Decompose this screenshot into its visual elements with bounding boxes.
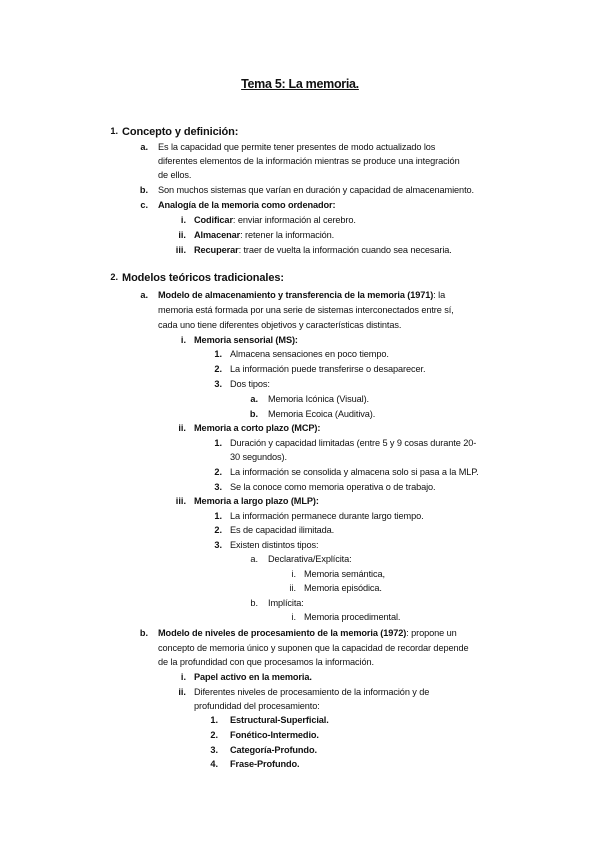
s2-b-ii-line-1: Diferentes niveles de procesamiento de la información y de	[194, 687, 430, 697]
level-4-marker: 4.	[210, 759, 218, 769]
level-1-marker: 1.	[210, 715, 218, 725]
term-almacenar: Almacenar	[194, 230, 241, 240]
def-codificar: : enviar información al cerebro.	[232, 215, 356, 225]
s2-a-marker: a.	[140, 290, 148, 300]
mlp-item-2-marker: 2.	[214, 525, 222, 535]
mcp-item-1-line-2: 30 segundos).	[230, 452, 287, 462]
mcp-item-1-line-1: Duración y capacidad limitadas (entre 5 y 9 cosas durante 20-	[230, 438, 477, 448]
declarativa-text: Declarativa/Explícita:	[268, 554, 352, 564]
decl-ii-marker: ii.	[289, 583, 296, 593]
ms-item-3-marker: 3.	[214, 379, 222, 389]
s2-a-text: : la	[433, 290, 446, 300]
mlp-item-1: La información permanece durante largo tiempo.	[230, 511, 424, 521]
ms-item-2: La información puede transferirse o desaparecer.	[230, 364, 426, 374]
declarativa-marker: a.	[250, 554, 258, 564]
s1-c-ii-marker: ii.	[178, 230, 186, 240]
ms-type-b: Memoria Ecoica (Auditiva).	[268, 409, 376, 419]
decl-i-text: Memoria semántica,	[304, 569, 385, 579]
section-2-number: 2.	[110, 272, 118, 282]
s2-a-line-2: memoria está formada por una serie de sistemas interconectados entre sí,	[158, 305, 454, 315]
ms-marker: i.	[180, 335, 186, 345]
s2-b-line-2: concepto de memoria único y suponen que la capacidad de recordar depende	[158, 643, 469, 653]
mcp-item-3: Se la conoce como memoria operativa o de trabajo.	[230, 482, 436, 492]
level-3-marker: 3.	[210, 745, 218, 755]
mlp-marker: iii.	[175, 496, 186, 506]
mlp-item-1-marker: 1.	[214, 511, 222, 521]
s1-c-heading: Analogía de la memoria como ordenador:	[158, 200, 336, 210]
implicita-marker: b.	[250, 598, 258, 608]
term-recuperar: Recuperar	[194, 245, 239, 255]
level-2-text: Fonético-Intermedio.	[230, 730, 319, 740]
ms-type-a-marker: a.	[250, 394, 258, 404]
s1-a-line-2: diferentes elementos de la información mientras se produce una integración	[158, 156, 460, 166]
mcp-item-2: La información se consolida y almacena solo si pasa a la MLP.	[230, 467, 479, 477]
page-title: Tema 5: La memoria.	[241, 77, 359, 91]
s2-b-i-marker: i.	[180, 672, 186, 682]
s1-b-text: Son muchos sistemas que varían en duración y capacidad de almacenamiento.	[158, 185, 474, 195]
mlp-item-2: Es de capacidad ilimitada.	[230, 525, 335, 535]
s1-c-iii-line	[194, 244, 452, 256]
s1-a-line-3: de ellos.	[158, 170, 192, 180]
s2-a-term: Modelo de almacenamiento y transferencia de la memoria (1971)	[158, 290, 434, 300]
section-1-heading: Concepto y definición:	[122, 126, 239, 138]
s1-c-iii-marker: iii.	[175, 245, 186, 255]
s2-b-term: Modelo de niveles de procesamiento de la memoria (1972)	[158, 628, 407, 638]
decl-i-marker: i.	[291, 569, 296, 579]
implicita-text: Implícita:	[268, 598, 304, 608]
s1-b-marker: b.	[139, 185, 148, 195]
s1-a-marker: a.	[140, 142, 148, 152]
ms-item-2-marker: 2.	[214, 364, 222, 374]
impl-i-text: Memoria procedimental.	[304, 612, 401, 622]
section-1-number: 1.	[110, 126, 118, 136]
level-3-text: Categoría-Profundo.	[230, 745, 317, 755]
s2-a-line-3: cada uno tiene diferentes objetivos y características distintas.	[158, 320, 402, 330]
ms-item-1-marker: 1.	[214, 349, 222, 359]
mlp-heading: Memoria a largo plazo (MLP):	[194, 496, 319, 506]
s1-a-line-1: Es la capacidad que permite tener presentes de modo actualizado los	[158, 142, 436, 152]
ms-type-b-marker: b.	[249, 409, 258, 419]
impl-i-marker: i.	[291, 612, 296, 622]
s1-c-i-line	[194, 214, 356, 226]
s2-b-line-3: de la profundidad con que procesamos la información.	[158, 657, 374, 667]
s2-b-marker: b.	[139, 628, 148, 638]
level-2-marker: 2.	[210, 730, 218, 740]
level-4-text: Frase-Profundo.	[230, 759, 300, 769]
mcp-item-3-marker: 3.	[214, 482, 222, 492]
ms-type-a: Memoria Icónica (Visual).	[268, 394, 369, 404]
s2-b-i-text: Papel activo en la memoria.	[194, 672, 312, 682]
section-2-heading: Modelos teóricos tradicionales:	[122, 272, 284, 284]
def-recuperar: : traer de vuelta la información cuando sea necesaria.	[238, 245, 452, 255]
ms-item-3: Dos tipos:	[230, 379, 270, 389]
def-almacenar: : retener la información.	[240, 230, 335, 240]
s1-c-marker: c.	[140, 200, 148, 210]
s2-b-line-1	[158, 627, 457, 639]
ms-heading: Memoria sensorial (MS):	[194, 335, 298, 345]
s2-b-ii-marker: ii.	[178, 687, 186, 697]
mlp-item-3: Existen distintos tipos:	[230, 540, 319, 550]
s2-a-line-1	[158, 289, 445, 301]
level-1-text: Estructural-Superficial.	[230, 715, 329, 725]
s1-c-i-marker: i.	[180, 215, 186, 225]
s2-b-ii-line-2: profundidad del procesamiento:	[194, 701, 320, 711]
mlp-item-3-marker: 3.	[214, 540, 222, 550]
mcp-item-2-marker: 2.	[214, 467, 222, 477]
s2-b-text: : propone un	[406, 628, 457, 638]
ms-item-1: Almacena sensaciones en poco tiempo.	[230, 349, 389, 359]
mcp-marker: ii.	[178, 423, 186, 433]
mcp-heading: Memoria a corto plazo (MCP):	[194, 423, 321, 433]
term-codificar: Codificar	[194, 215, 233, 225]
decl-ii-text: Memoria episódica.	[304, 583, 382, 593]
mcp-item-1-marker: 1.	[214, 438, 222, 448]
s1-c-ii-line	[194, 229, 334, 241]
